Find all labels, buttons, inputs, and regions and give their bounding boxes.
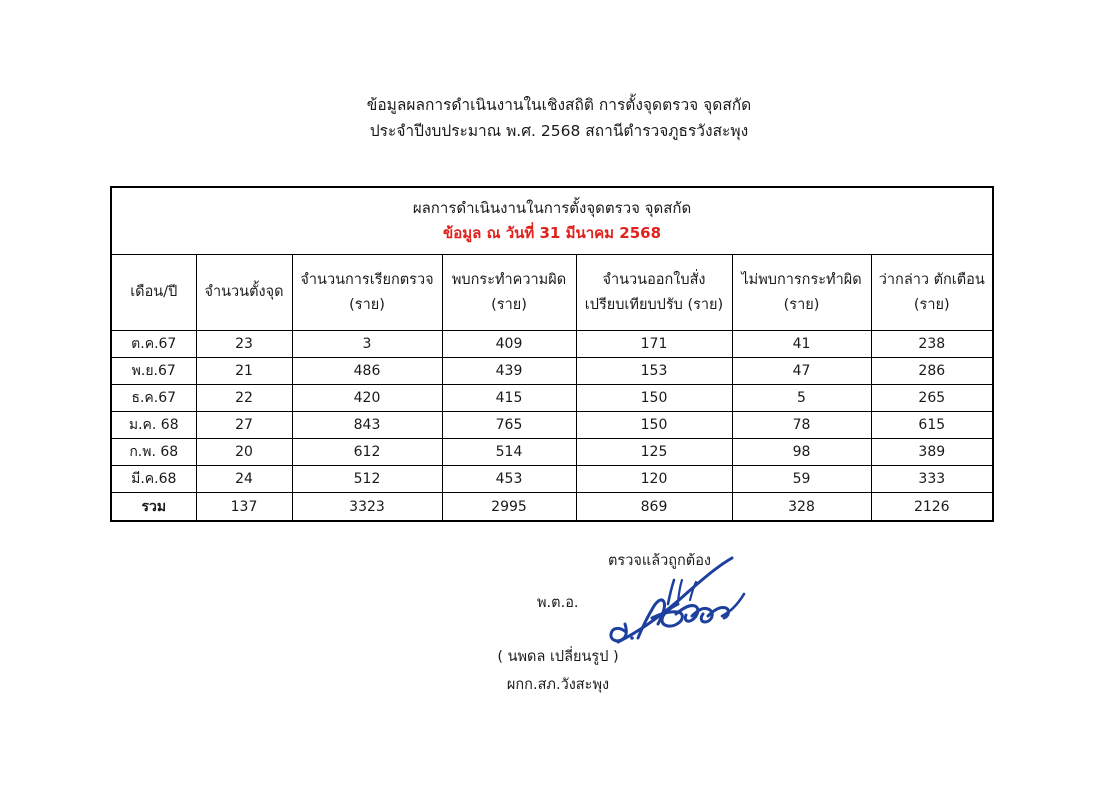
cell-no-offence: 78 bbox=[732, 412, 871, 439]
signer-rank: พ.ต.อ. bbox=[537, 595, 579, 611]
report-table-container bbox=[110, 186, 992, 522]
column-header-no-offence-label: ไม่พบการกระทำผิด bbox=[741, 271, 862, 288]
column-header-offences-unit: (ราย) bbox=[491, 296, 527, 313]
table-row bbox=[111, 385, 993, 412]
cell-checkpoints: 20 bbox=[196, 439, 292, 466]
cell-warnings: 333 bbox=[871, 466, 993, 493]
total-warnings: 2126 bbox=[871, 493, 993, 522]
cell-checkpoints: 21 bbox=[196, 358, 292, 385]
column-header-offences-label: พบกระทำความผิด bbox=[451, 271, 567, 288]
cell-inspections: 612 bbox=[292, 439, 442, 466]
table-banner-title: ผลการดำเนินงานในการตั้งจุดตรวจ จุดสกัด bbox=[412, 199, 692, 217]
column-header-checkpoints bbox=[196, 255, 292, 331]
cell-warnings: 238 bbox=[871, 331, 993, 358]
heading-line-1: ข้อมูลผลการดำเนินงานในเชิงสถิติ การตั้งจุดตรวจ จุดสกัด bbox=[366, 96, 752, 114]
column-header-offences bbox=[442, 255, 576, 331]
total-fines: 869 bbox=[576, 493, 732, 522]
table-row bbox=[111, 358, 993, 385]
cell-checkpoints: 24 bbox=[196, 466, 292, 493]
cell-month: พ.ย.67 bbox=[111, 358, 196, 385]
document-heading bbox=[0, 92, 1118, 144]
total-offences: 2995 bbox=[442, 493, 576, 522]
cell-fines: 171 bbox=[576, 331, 732, 358]
cell-warnings: 286 bbox=[871, 358, 993, 385]
cell-no-offence: 47 bbox=[732, 358, 871, 385]
cell-fines: 153 bbox=[576, 358, 732, 385]
table-banner-cell bbox=[111, 187, 993, 255]
column-header-checkpoints-label: จำนวนตั้งจุด bbox=[204, 284, 284, 300]
cell-fines: 125 bbox=[576, 439, 732, 466]
cell-inspections: 3 bbox=[292, 331, 442, 358]
total-label: รวม bbox=[111, 493, 196, 522]
cell-warnings: 265 bbox=[871, 385, 993, 412]
cell-inspections: 420 bbox=[292, 385, 442, 412]
cell-offences: 415 bbox=[442, 385, 576, 412]
column-header-no-offence bbox=[732, 255, 871, 331]
signer-name bbox=[0, 646, 1118, 668]
cell-fines: 150 bbox=[576, 385, 732, 412]
table-row bbox=[111, 466, 993, 493]
table-header-row bbox=[111, 255, 993, 331]
table-banner-row bbox=[111, 187, 993, 255]
cell-checkpoints: 22 bbox=[196, 385, 292, 412]
column-header-warnings-unit: (ราย) bbox=[913, 296, 950, 313]
cell-month: ม.ค. 68 bbox=[111, 412, 196, 439]
cell-inspections: 486 bbox=[292, 358, 442, 385]
column-header-inspections-unit: (ราย) bbox=[349, 296, 385, 313]
cell-offences: 439 bbox=[442, 358, 576, 385]
table-row bbox=[111, 412, 993, 439]
cell-month: ก.พ. 68 bbox=[111, 439, 196, 466]
column-header-fines-label: จำนวนออกใบสั่ง bbox=[602, 271, 706, 288]
signer-position-text: ผกก.สภ.วังสะพุง bbox=[506, 677, 610, 693]
total-no-offence: 328 bbox=[732, 493, 871, 522]
cell-offences: 765 bbox=[442, 412, 576, 439]
cell-warnings: 389 bbox=[871, 439, 993, 466]
cell-no-offence: 5 bbox=[732, 385, 871, 412]
cell-offences: 514 bbox=[442, 439, 576, 466]
verified-text: ตรวจแล้วถูกต้อง bbox=[608, 553, 711, 569]
table-row bbox=[111, 331, 993, 358]
column-header-month-label: เดือน/ปี bbox=[130, 284, 178, 300]
cell-no-offence: 98 bbox=[732, 439, 871, 466]
cell-offences: 409 bbox=[442, 331, 576, 358]
cell-no-offence: 41 bbox=[732, 331, 871, 358]
table-total-row bbox=[111, 493, 993, 522]
cell-inspections: 843 bbox=[292, 412, 442, 439]
column-header-month bbox=[111, 255, 196, 331]
column-header-warnings bbox=[871, 255, 993, 331]
cell-warnings: 615 bbox=[871, 412, 993, 439]
cell-checkpoints: 27 bbox=[196, 412, 292, 439]
table-row bbox=[111, 439, 993, 466]
cell-checkpoints: 23 bbox=[196, 331, 292, 358]
total-checkpoints: 137 bbox=[196, 493, 292, 522]
signer-position bbox=[0, 674, 1118, 696]
table-banner-subtitle: ข้อมูล ณ วันที่ 31 มีนาคม 2568 bbox=[443, 224, 662, 242]
column-header-inspections bbox=[292, 255, 442, 331]
cell-no-offence: 59 bbox=[732, 466, 871, 493]
column-header-inspections-label: จำนวนการเรียกตรวจ bbox=[300, 271, 434, 288]
column-header-warnings-label: ว่ากล่าว ตักเตือน bbox=[878, 271, 985, 288]
column-header-fines bbox=[576, 255, 732, 331]
cell-month: มี.ค.68 bbox=[111, 466, 196, 493]
column-header-no-offence-unit: (ราย) bbox=[783, 296, 820, 313]
signer-name-text: ( นพดล เปลี่ยนรูป ) bbox=[497, 649, 619, 665]
cell-inspections: 512 bbox=[292, 466, 442, 493]
cell-month: ต.ค.67 bbox=[111, 331, 196, 358]
cell-fines: 120 bbox=[576, 466, 732, 493]
column-header-fines-unit: เปรียบเทียบปรับ (ราย) bbox=[584, 296, 724, 313]
statistics-table bbox=[110, 186, 994, 522]
total-inspections: 3323 bbox=[292, 493, 442, 522]
cell-offences: 453 bbox=[442, 466, 576, 493]
cell-fines: 150 bbox=[576, 412, 732, 439]
cell-month: ธ.ค.67 bbox=[111, 385, 196, 412]
heading-line-2: ประจำปีงบประมาณ พ.ศ. 2568 สถานีตำรวจภูธรวังสะพุง bbox=[369, 122, 749, 140]
